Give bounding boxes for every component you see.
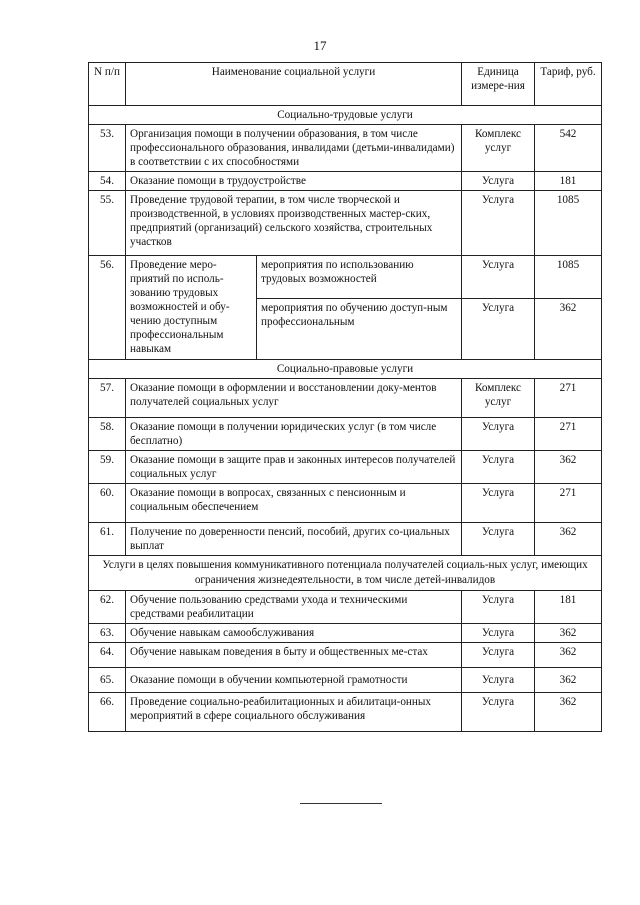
service-name: Проведение меро-приятий по исполь-зованию трудовых возможностей и обу-чению доступным профессиональным навыкам bbox=[126, 256, 257, 360]
row-number: 59. bbox=[89, 451, 126, 484]
service-unit: Услуга bbox=[462, 591, 535, 624]
service-tariff: 181 bbox=[535, 172, 602, 191]
service-unit: Услуга bbox=[462, 191, 535, 256]
row-number: 63. bbox=[89, 624, 126, 643]
service-unit: Услуга bbox=[462, 484, 535, 523]
section-row-legal bbox=[89, 360, 602, 379]
service-name: Оказание помощи в обучении компьютерной грамотности bbox=[126, 668, 462, 693]
service-name: Организация помощи в получении образования, в том числе профессионального образования, инвалидами (детьми-инвалидами) в соответствии с их способностями bbox=[126, 125, 462, 172]
service-unit: Услуга bbox=[462, 451, 535, 484]
header-name: Наименование социальной услуги bbox=[126, 63, 462, 106]
row-number: 55. bbox=[89, 191, 126, 256]
service-tariff: 362 bbox=[535, 624, 602, 643]
service-tariff: 1085 bbox=[535, 256, 602, 299]
service-unit: Услуга bbox=[462, 256, 535, 299]
service-tariff: 181 bbox=[535, 591, 602, 624]
service-unit: Услуга bbox=[462, 624, 535, 643]
service-name: Обучение пользованию средствами ухода и техническими средствами реабилитации bbox=[126, 591, 462, 624]
service-name: Оказание помощи в оформлении и восстановлении доку-ментов получателей социальных услуг bbox=[126, 379, 462, 418]
header-num: N п/п bbox=[89, 63, 126, 106]
table-row bbox=[89, 591, 602, 624]
table-row bbox=[89, 451, 602, 484]
header-tariff: Тариф, руб. bbox=[535, 63, 602, 106]
service-tariff: 271 bbox=[535, 379, 602, 418]
service-name: Получение по доверенности пенсий, пособий, других со-циальных выплат bbox=[126, 523, 462, 556]
service-name: Оказание помощи в получении юридических услуг (в том числе бесплатно) bbox=[126, 418, 462, 451]
service-unit: Комплекс услуг bbox=[462, 379, 535, 418]
row-number: 57. bbox=[89, 379, 126, 418]
page-number: 17 bbox=[313, 38, 327, 53]
service-tariff: 271 bbox=[535, 418, 602, 451]
row-number: 61. bbox=[89, 523, 126, 556]
service-tariff: 271 bbox=[535, 484, 602, 523]
row-number: 64. bbox=[89, 643, 126, 668]
header-unit: Единица измере-ния bbox=[462, 63, 535, 106]
table-row bbox=[89, 484, 602, 523]
service-unit: Услуга bbox=[462, 668, 535, 693]
section-row-labor bbox=[89, 106, 602, 125]
row-number: 58. bbox=[89, 418, 126, 451]
service-unit: Услуга bbox=[462, 418, 535, 451]
service-name: Оказание помощи в трудоустройстве bbox=[126, 172, 462, 191]
footer-divider bbox=[300, 803, 382, 804]
service-unit: Услуга bbox=[462, 523, 535, 556]
service-tariff: 362 bbox=[535, 643, 602, 668]
sub-service-name: мероприятия по обучению доступ-ным профессиональным bbox=[257, 299, 462, 360]
table-row bbox=[89, 624, 602, 643]
service-name: Обучение навыкам самообслуживания bbox=[126, 624, 462, 643]
row-number: 65. bbox=[89, 668, 126, 693]
section-title-legal: Социально-правовые услуги bbox=[89, 360, 602, 379]
service-name: Оказание помощи в защите прав и законных интересов получателей социальных услуг bbox=[126, 451, 462, 484]
section-row-communicative bbox=[89, 556, 602, 591]
service-tariff: 362 bbox=[535, 693, 602, 732]
table-row bbox=[89, 379, 602, 418]
row-number: 54. bbox=[89, 172, 126, 191]
row-number: 56. bbox=[89, 256, 126, 360]
service-unit: Услуга bbox=[462, 643, 535, 668]
services-tariff-table bbox=[88, 62, 602, 732]
table-row bbox=[89, 191, 602, 256]
table-row bbox=[89, 418, 602, 451]
service-unit: Комплекс услуг bbox=[462, 125, 535, 172]
table-row bbox=[89, 523, 602, 556]
row-number: 60. bbox=[89, 484, 126, 523]
service-unit: Услуга bbox=[462, 299, 535, 360]
service-tariff: 362 bbox=[535, 299, 602, 360]
service-name: Оказание помощи в вопросах, связанных с пенсионным и социальным обеспечением bbox=[126, 484, 462, 523]
service-unit: Услуга bbox=[462, 693, 535, 732]
table-row bbox=[89, 125, 602, 172]
service-tariff: 362 bbox=[535, 668, 602, 693]
service-name: Проведение трудовой терапии, в том числе творческой и производственной, в условиях производственных мастер-ских, предприятий (организаций) сельского хозяйства, строительных участков bbox=[126, 191, 462, 256]
row-number: 62. bbox=[89, 591, 126, 624]
section-title-communicative: Услуги в целях повышения коммуникативного потенциала получателей социаль-ных услуг, имеющих ограничения жизнедеятельности, в том числе детей-инвалидов bbox=[89, 556, 602, 591]
table-row bbox=[89, 693, 602, 732]
table-row bbox=[89, 643, 602, 668]
service-unit: Услуга bbox=[462, 172, 535, 191]
service-tariff: 362 bbox=[535, 451, 602, 484]
service-name: Обучение навыкам поведения в быту и общественных ме-стах bbox=[126, 643, 462, 668]
table-header-row bbox=[89, 63, 602, 106]
section-title-labor: Социально-трудовые услуги bbox=[89, 106, 602, 125]
table-row bbox=[89, 256, 602, 299]
row-number: 53. bbox=[89, 125, 126, 172]
service-name: Проведение социально-реабилитационных и абилитаци-онных мероприятий в сфере социального обслуживания bbox=[126, 693, 462, 732]
sub-service-name: мероприятия по использованию трудовых возможностей bbox=[257, 256, 462, 299]
service-tariff: 1085 bbox=[535, 191, 602, 256]
row-number: 66. bbox=[89, 693, 126, 732]
service-tariff: 542 bbox=[535, 125, 602, 172]
service-tariff: 362 bbox=[535, 523, 602, 556]
table-row bbox=[89, 172, 602, 191]
table-row bbox=[89, 668, 602, 693]
